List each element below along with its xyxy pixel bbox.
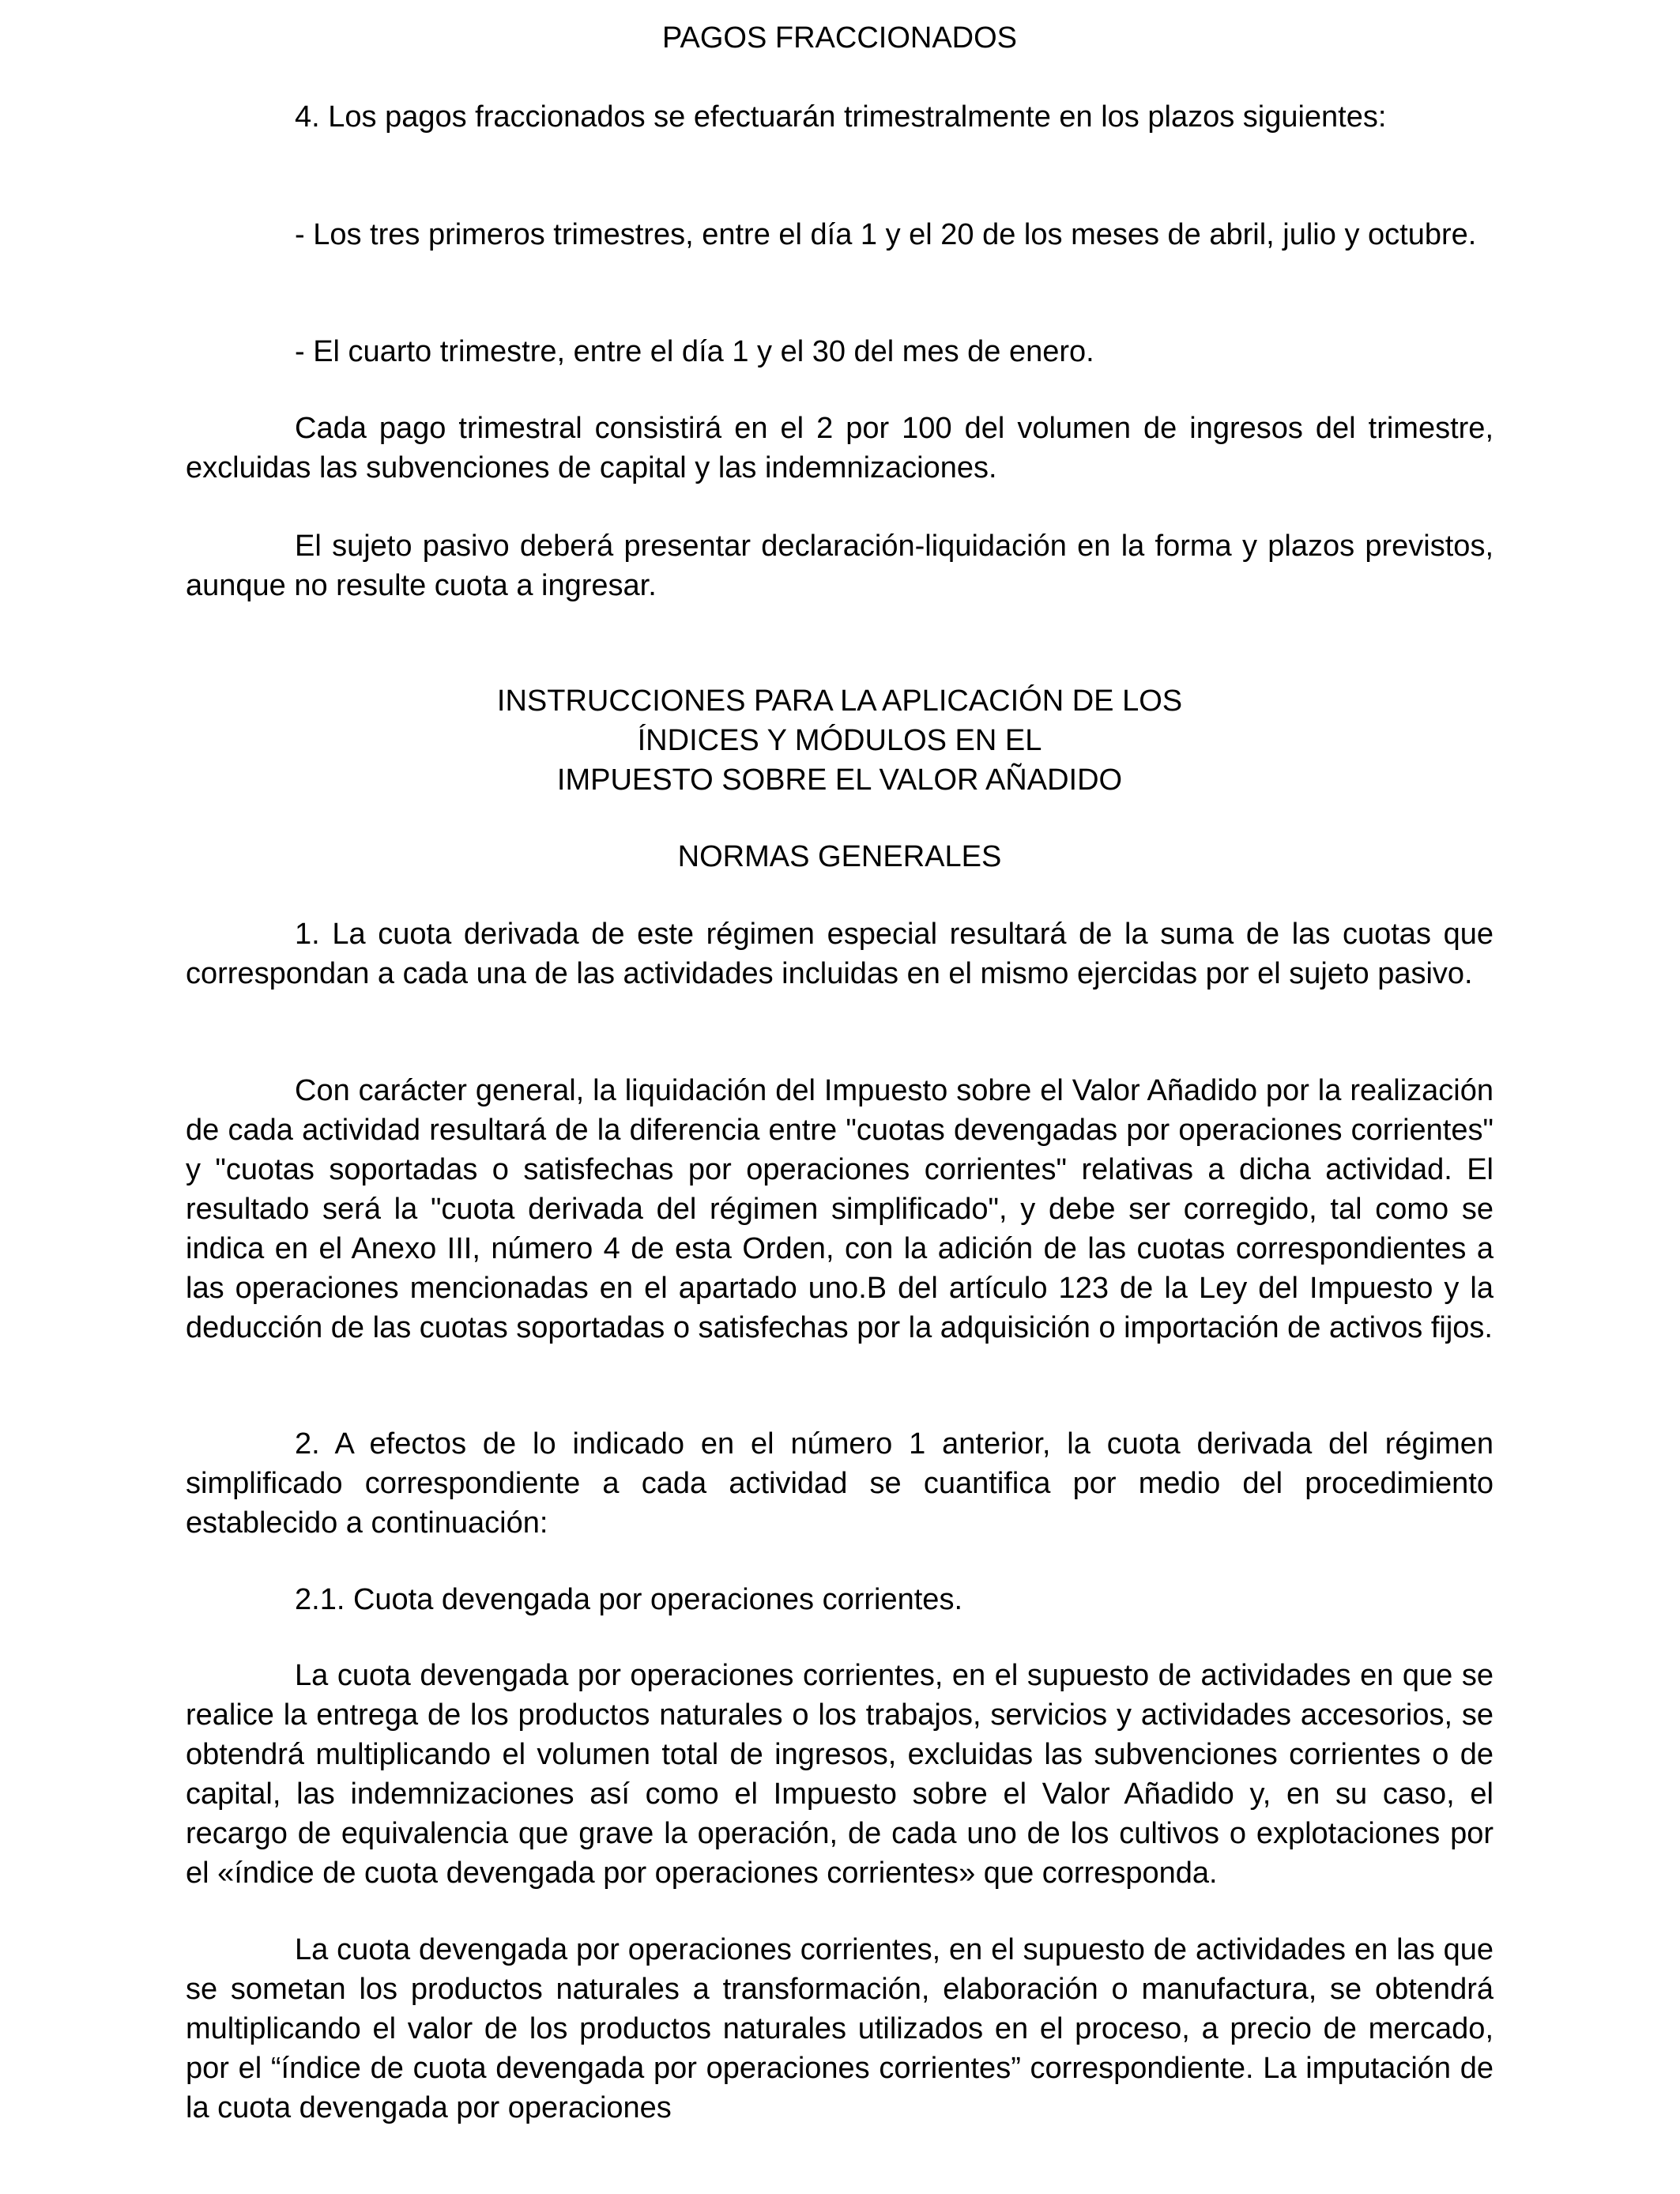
heading-instrucciones-line-3: IMPUESTO SOBRE EL VALOR AÑADIDO	[556, 763, 1123, 797]
heading-instrucciones-line-2: ÍNDICES Y MÓDULOS EN EL	[637, 724, 1042, 757]
paragraph-pago-trimestral: Cada pago trimestral consistirá en el 2 por 100 del volumen de ingresos del trimestre, excluidas las subvenciones de capital y las indemnizaciones.	[186, 412, 1494, 484]
heading-normas-generales: NORMAS GENERALES	[677, 840, 1002, 873]
paragraph-norma-2: 2. A efectos de lo indicado en el número 1 anterior, la cuota derivada del régimen simplificado correspondiente a cada actividad se cuantifica por medio del procedimiento establecido a continuación:	[186, 1427, 1494, 1540]
paragraph-pagos-tres-trimestres: - Los tres primeros trimestres, entre el día 1 y el 20 de los meses de abril, julio y octubre.	[295, 218, 1477, 251]
paragraph-sujeto-pasivo: El sujeto pasivo deberá presentar declaración-liquidación en la forma y plazos previstos, aunque no resulte cuota a ingresar.	[186, 530, 1494, 602]
heading-pagos-fraccionados: PAGOS FRACCIONADOS	[661, 21, 1018, 55]
paragraph-pagos-intro: 4. Los pagos fraccionados se efectuarán trimestralmente en los plazos siguientes:	[295, 100, 1387, 134]
paragraph-cuota-devengada-entrega: La cuota devengada por operaciones corrientes, en el supuesto de actividades en que se realice la entrega de los productos naturales o los trabajos, servicios y actividades accesorios, se obtendrá multiplicando el volumen total de ingresos, excluidas las subvenciones corrientes o de capital, las indemnizaciones así como el Impuesto sobre el Valor Añadido y, en su caso, el recargo de equivalencia que grave la operación, de cada uno de los cultivos o explotaciones por el «índice de cuota devengada por operaciones corrientes» que corresponda.	[186, 1659, 1494, 1890]
paragraph-caracter-general: Con carácter general, la liquidación del Impuesto sobre el Valor Añadido por la realización de cada actividad resultará de la diferencia entre "cuotas devengadas por operaciones corrientes" y "cuotas soportadas o satisfechas por operaciones corrientes" relativas a dicha actividad. El resultado será la "cuota derivada del régimen simplificado", y debe ser corregido, tal como se indica en el Anexo III, número 4 de esta Orden, con la adición de las cuotas correspondientes a las operaciones mencionadas en el apartado uno.B del artículo 123 de la Ley del Impuesto y la deducción de las cuotas soportadas o satisfechas por la adquisición o importación de activos fijos.	[186, 1074, 1494, 1344]
paragraph-cuota-devengada-transformacion: La cuota devengada por operaciones corrientes, en el supuesto de actividades en las que se sometan los productos naturales a transformación, elaboración o manufactura, se obtendrá multiplicando el valor de los productos naturales utilizados en el proceso, a precio de mercado, por el “índice de cuota devengada por operaciones corrientes” correspondiente. La imputación de la cuota devengada por operaciones	[186, 1933, 1494, 2124]
heading-instrucciones-line-1: INSTRUCCIONES PARA LA APLICACIÓN DE LOS	[496, 684, 1183, 718]
paragraph-norma-1: 1. La cuota derivada de este régimen especial resultará de la suma de las cuotas que correspondan a cada una de las actividades incluidas en el mismo ejercidas por el sujeto pasivo.	[186, 918, 1494, 990]
paragraph-norma-2-1: 2.1. Cuota devengada por operaciones corrientes.	[295, 1583, 962, 1616]
heading-instrucciones	[186, 681, 1494, 800]
paragraph-pagos-cuarto-trimestre: - El cuarto trimestre, entre el día 1 y el 30 del mes de enero.	[295, 335, 1094, 368]
